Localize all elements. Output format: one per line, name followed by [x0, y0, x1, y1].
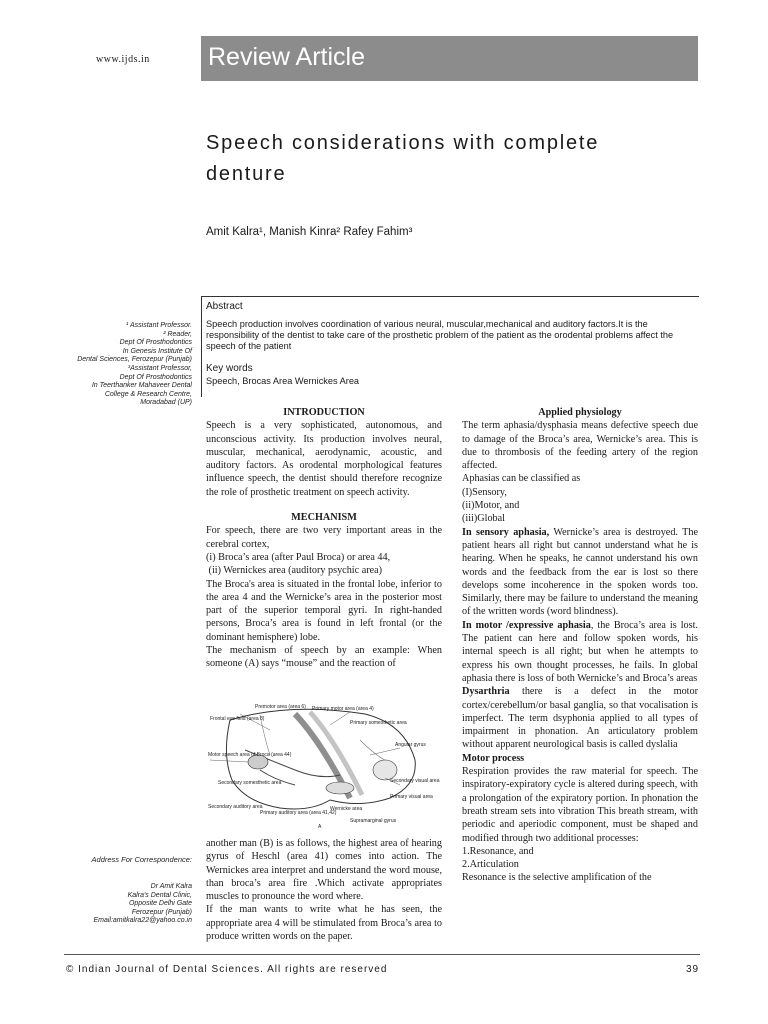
abstract-text: Speech production involves coordination of various neural, muscular,mechanical and auditory factors.It is the responsibility of the dentist to take care of the prosthetic problem of the patient as the orodental problems affect the speech of the patient [206, 319, 674, 351]
mechanism-para-1: For speech, there are two very important areas in the cerebral cortex, [206, 525, 442, 550]
label-secondary-visual: Secondary visual area [390, 778, 440, 784]
affiliation-line: ¹ Assistant Professor. [125, 322, 192, 329]
label-supramarginal: Supramarginal gyrus [350, 818, 397, 824]
process-item-1: 1.Resonance, and [462, 845, 534, 857]
motor-aphasia-text: , the Broca’s area is lost. The patient can here and follow spoken words, his internal speech is all right; but when he attempts to express his own thought processes, he fails. In global aphasia there is loss of both Wernicke’s and Broca’s areas [462, 619, 698, 684]
site-url[interactable]: www.ijds.in [96, 54, 150, 65]
label-premotor: Premotor area (area 6) [255, 704, 306, 710]
address-line: Ferozepur (Punjab) [131, 908, 192, 916]
brain-diagram [200, 700, 446, 830]
mechanism-item-2: (ii) Wernickes area (auditory psychic area) [206, 565, 383, 577]
mechanism-item-1: (i) Broca’s area (after Paul Broca) or area 44, [206, 551, 391, 563]
continuation-para-2: If the man wants to write what he has seen, the appropriate area 4 will be stimulated from Broca’s area to produce written words on the paper. [206, 904, 442, 943]
figure-letter: A [318, 824, 322, 830]
continuation-para-1: another man (B) is as follows, the highest area of hearing gyrus of Heschl (area 41) comes into action. The Wernickes area interpret and understand the word mouse, than broca’s area fire .Which activate appropriates muscles to pronounce the word where. [206, 838, 442, 903]
classification-item-1: (I)Sensory, [462, 486, 507, 498]
address-line: Opposite Delhi Gate [128, 900, 192, 908]
motor-aphasia-term: In motor /expressive aphasia [462, 619, 591, 631]
sensory-aphasia-para [462, 526, 698, 619]
footer-divider [64, 954, 700, 955]
dysarthria-term: Dysarthria [462, 686, 510, 698]
affiliation-line: In Teerthanker Mahaveer Dental [91, 382, 192, 390]
sensory-aphasia-text: Wernicke’s area is destroyed. The patient hears all right but cannot understand what he is hearing. When he speaks, he cannot understand his own words and the feedback from the ear is lost so there develops some incoherence in the spoken words too. Similarly, there may be failure to understand the meaning of the written words (word blindness). [462, 526, 698, 618]
affiliation-line: Dept Of Prosthodontics [119, 339, 192, 347]
spacer [206, 499, 442, 511]
sensory-aphasia-term: In sensory aphasia, [462, 526, 550, 538]
introduction-text: Speech is a very sophisticated, autonomous, and unconscious activity. Its production involves neural, muscular, mechanical, aerodynamic, acoustic, and auditory factors. As orodental morphological features influence speech, the dentist should therefore recognize the role of prosthetic treatment on speech activity. [206, 420, 442, 498]
section-title: Review Article [208, 43, 365, 71]
right-column [462, 406, 698, 885]
label-motor-speech: Motor speech area of Broca (area 44) [208, 752, 292, 758]
classification-intro: Aphasias can be classified as [462, 473, 581, 485]
applied-physiology-heading: Applied physiology [538, 407, 622, 418]
page-number: 39 [686, 964, 700, 975]
article-title [206, 128, 676, 190]
keywords-text: Speech, Brocas Area Wernickes Area [206, 376, 360, 386]
section-banner [201, 36, 698, 81]
email-link[interactable]: Email:amitkalra22@yahoo.co.in [93, 917, 192, 925]
aphasia-para: The term aphasia/dysphasia means defective speech due to damage of the Broca’s area, Wernicke’s area. This is due to thrombosis of the feeding artery of the region affected. [462, 420, 698, 472]
mechanism-heading: MECHANISM [291, 512, 357, 524]
label-primary-auditory: Primary auditory area (area 41,42) [260, 810, 337, 816]
mechanism-para-2: The Broca's area is situated in the frontal lobe, inferior to the area 4 and the Wernicke’s area in the posterior most part of the superior temporal gyri. In right-handed persons, Broca’s area is found in left frontal (or the dominant hemisphere) lobe. [206, 578, 442, 643]
address-line: Kalra's Dental Clinic, [127, 891, 192, 899]
affiliation-line: Dept Of Prosthodontics [119, 373, 192, 381]
motor-aphasia-para [462, 619, 698, 685]
motor-process-text: Respiration provides the raw material for speech. The inspiratory-expiratory cycle is altered during speech, with a prolongation of the expiratory portion. In phonation the breath stream sets into vibration This breath stream, with periodic and aperiodic component, must be shaped and modified through two additional processes: [462, 766, 698, 844]
abstract-heading: Abstract [206, 301, 243, 312]
affiliation-line: ² Reader, [163, 330, 192, 338]
classification-item-3: (iii)Global [462, 513, 506, 525]
label-secondary-somesthetic: Secondary somesthetic area [218, 780, 282, 786]
affiliation-line: In Genesis Institute Of [122, 347, 192, 355]
label-wernicke: Wernicke area [330, 806, 363, 812]
affiliations [32, 322, 192, 408]
mechanism-para-3: The mechanism of speech by an example: When someone (A) says “mouse” and the reaction of [206, 645, 442, 670]
label-angular: Angular gyrus [395, 742, 426, 748]
process-item-2: 2.Articulation [462, 859, 519, 871]
dysarthria-para [462, 685, 698, 751]
address-line: Dr Amit Kalra [150, 883, 192, 890]
author-list: Amit Kalra¹, Manish Kinra² Rafey Fahim³ [206, 226, 413, 238]
affiliation-line: College & Research Centre, [104, 390, 192, 398]
title-line-2: denture [206, 163, 287, 185]
copyright-notice: © Indian Journal of Dental Sciences. All rights are reserved [66, 964, 388, 975]
affiliation-line: Dental Sciences, Ferozepur (Punjab) [77, 356, 192, 364]
label-secondary-auditory: Secondary auditory area [208, 804, 263, 810]
address-label: Address For Correspondence: [91, 855, 192, 864]
label-frontal-eye: Frontal eye field (area 8) [210, 716, 265, 722]
left-column-top [206, 406, 442, 671]
affiliation-line: ³Assistant Professor, [127, 364, 192, 372]
left-column-bottom [206, 837, 442, 943]
label-primary-somesthetic: Primary somesthetic area [350, 720, 407, 726]
affiliation-line: Moradabad (UP) [140, 399, 192, 407]
dysarthria-text: there is a defect in the motor cortex/cerebellum/or basal ganglia, so that vocalisation is imperfect. The term dsyphonia applied to all types of impairment in phonation. An articulatory problem without apparent neurological basis is called dyslalia [462, 686, 698, 751]
title-line-1: Speech considerations with complete [206, 132, 600, 154]
correspondence-address [32, 883, 192, 926]
classification-item-2: (ii)Motor, and [462, 500, 520, 512]
label-primary-visual: Primary visual area [390, 794, 433, 800]
motor-process-heading: Motor process [462, 752, 525, 764]
resonance-text: Resonance is the selective amplification of the [462, 872, 652, 884]
introduction-heading: INTRODUCTION [283, 407, 365, 418]
label-primary-motor: Primary motor area (area 4) [312, 706, 374, 712]
keywords-heading: Key words [206, 363, 253, 374]
